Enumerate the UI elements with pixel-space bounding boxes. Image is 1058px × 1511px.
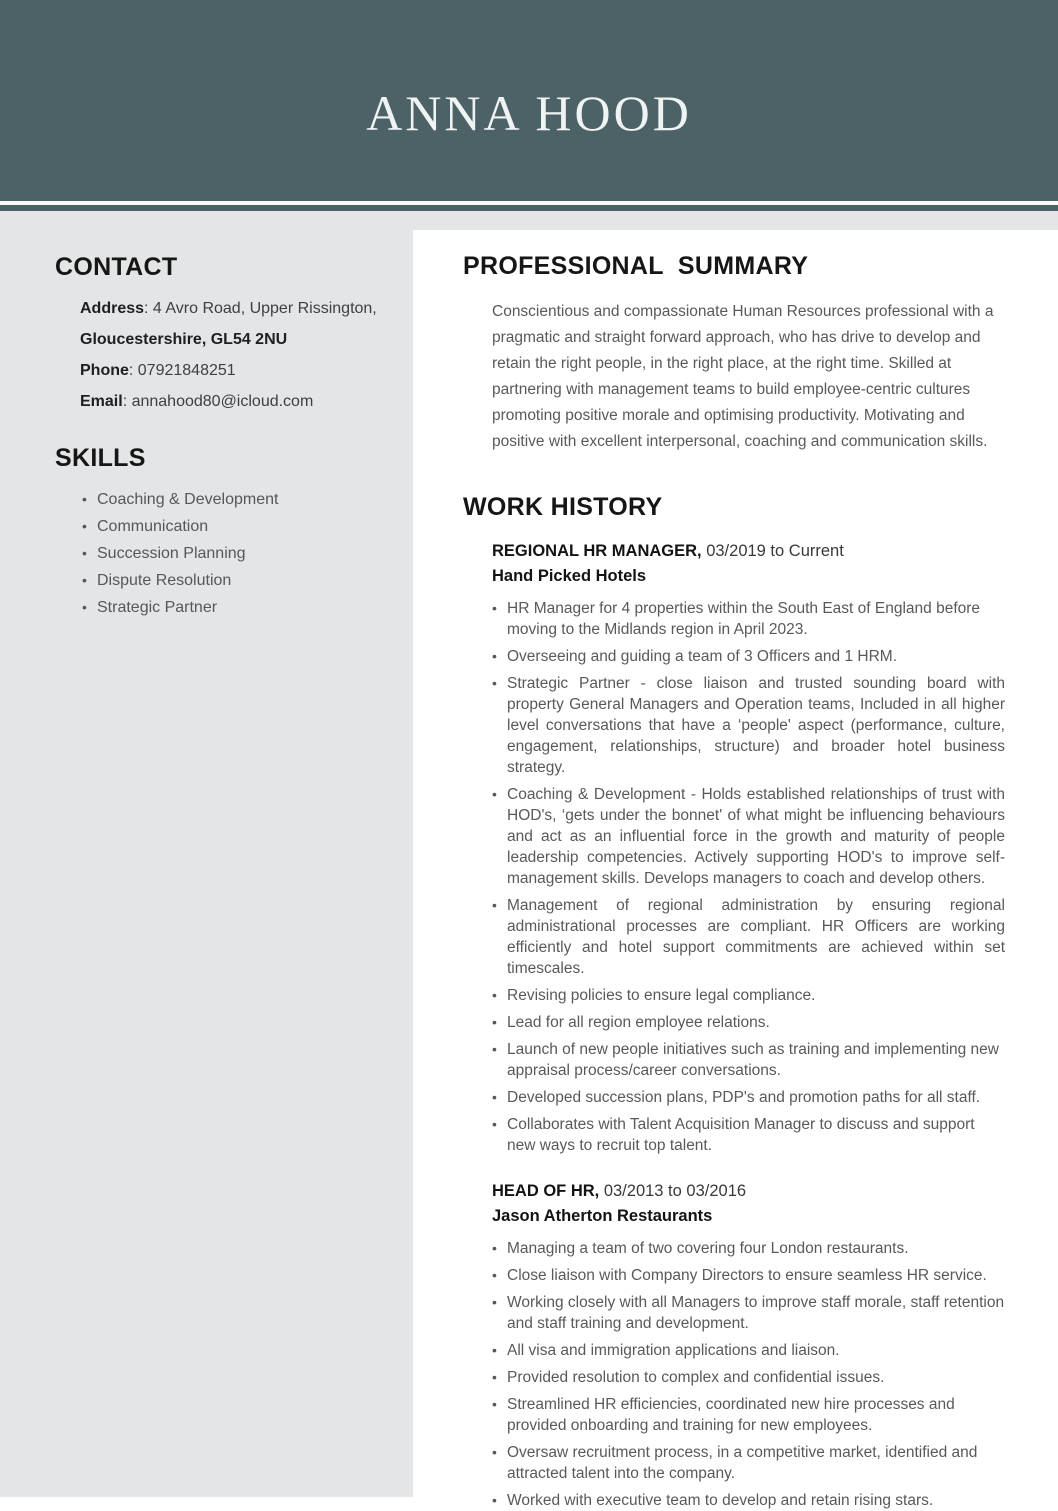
job-bullet-text: Launch of new people initiatives such as training and implementing new appraisal process/career conversations. [507, 1041, 999, 1079]
contact-email-line [80, 393, 385, 410]
skill-label: Succession Planning [97, 545, 246, 562]
bullet-icon: • [492, 1089, 497, 1105]
job-bullet-list [492, 1238, 1005, 1511]
job-entry [492, 540, 1005, 1156]
bullet-icon: • [492, 786, 497, 802]
bullet-icon: • [492, 1116, 497, 1132]
job-bullet-text: Collaborates with Talent Acquisition Manager to discuss and support new ways to recruit top talent. [507, 1116, 975, 1154]
skill-item [82, 518, 385, 535]
job-bullet-text: Management of regional administration by ensuring regional administrational processes are compliant. HR Officers are working efficiently and hotel support commitments are achieved within set timescales. [507, 897, 1005, 977]
summary-heading: PROFESSIONAL SUMMARY [463, 252, 809, 280]
job-bullet-text: Coaching & Development - Holds established relationships of trust with HOD's, ‘gets under the bonnet' of what might be influencing behaviours and act as an influential force in the growth and maturity of people leadership competencies. Actively supporting HOD's to improve self-management skills. Develops managers to coach and develop others. [507, 786, 1005, 887]
job-bullet [492, 1442, 1005, 1484]
job-bullet [492, 646, 1005, 667]
main-column [413, 230, 1058, 1509]
job-title-line [492, 540, 1005, 562]
skill-item [82, 572, 385, 589]
job-bullet [492, 1340, 1005, 1361]
skill-item [82, 491, 385, 508]
email-value: : annahood80@icloud.com [122, 393, 314, 410]
job-bullet-text: Worked with executive team to develop and retain rising stars. [507, 1492, 934, 1509]
phone-value: : 07921848251 [128, 362, 236, 379]
bullet-icon: • [492, 648, 497, 664]
bullet-icon: • [82, 599, 87, 615]
job-bullet [492, 673, 1005, 778]
bullet-icon: • [492, 1267, 497, 1283]
job-bullet-text: Revising policies to ensure legal compliance. [507, 987, 816, 1004]
job-bullet-text: HR Manager for 4 properties within the South East of England before moving to the Midlands region in April 2023. [507, 600, 981, 638]
skill-label: Communication [97, 518, 209, 535]
address-label: Address [80, 300, 145, 317]
job-dates: 03/2013 to 03/2016 [599, 1182, 747, 1200]
bullet-icon: • [492, 1369, 497, 1385]
job-bullet-list [492, 598, 1005, 1156]
job-bullet [492, 1114, 1005, 1156]
job-bullet [492, 1367, 1005, 1388]
job-bullet-text: Streamlined HR efficiencies, coordinated new hire processes and provided onboarding and training for new employees. [507, 1396, 955, 1434]
job-title-line [492, 1180, 1005, 1202]
job-bullet-text: Lead for all region employee relations. [507, 1014, 770, 1031]
bullet-icon: • [82, 491, 87, 507]
bullet-icon: • [492, 987, 497, 1003]
contact-address-line [80, 300, 385, 317]
contact-heading: CONTACT [55, 253, 178, 281]
bullet-icon: • [492, 1041, 497, 1057]
job-bullet [492, 1265, 1005, 1286]
job-bullet-text: Strategic Partner - close liaison and trusted sounding board with property General Managers and Operation teams, Included in all higher level conversations that have a ‘people' aspect (performance, culture, engagement, relationships, structure) and broader hotel business strategy. [507, 675, 1005, 776]
address-value: : 4 Avro Road, Upper Rissington, [144, 300, 377, 317]
sidebar [0, 211, 413, 1497]
bullet-icon: • [492, 600, 497, 616]
skill-label: Dispute Resolution [97, 572, 232, 589]
skill-item [82, 599, 385, 616]
summary-text: Conscientious and compassionate Human Resources professional with a pragmatic and straight forward approach, who has drive to develop and retain the right people, in the right place, at the right time. Skilled at partnering with management teams to build employee-centric cultures promoting positive morale and optimising productivity. Motivating and positive with excellent interpersonal, coaching and communication skills. [492, 303, 994, 450]
bullet-icon: • [492, 1014, 497, 1030]
bullet-icon: • [492, 897, 497, 913]
job-bullet [492, 985, 1005, 1006]
contact-phone-line [80, 362, 385, 379]
skill-label: Strategic Partner [97, 599, 218, 616]
job-bullet [492, 1394, 1005, 1436]
job-bullet-text: Developed succession plans, PDP's and promotion paths for all staff. [507, 1089, 981, 1106]
bullet-icon: • [492, 1396, 497, 1412]
job-bullet [492, 1292, 1005, 1334]
candidate-name: ANNA HOOD [366, 84, 692, 141]
job-bullet-text: Close liaison with Company Directors to ensure seamless HR service. [507, 1267, 987, 1284]
job-bullet-text: Overseeing and guiding a team of 3 Officers and 1 HRM. [507, 648, 898, 665]
job-bullet [492, 895, 1005, 979]
job-bullet-text: Working closely with all Managers to improve staff morale, staff retention and staff training and development. [507, 1294, 1005, 1332]
jobs-container [463, 540, 1005, 1511]
job-bullet-text: All visa and immigration applications and liaison. [507, 1342, 840, 1359]
email-label: Email [80, 393, 123, 410]
contact-address-line2: Gloucestershire, GL54 2NU [80, 331, 288, 348]
bullet-icon: • [492, 1492, 497, 1508]
job-bullet [492, 1039, 1005, 1081]
skills-list [82, 491, 385, 616]
job-bullet [492, 1012, 1005, 1033]
job-entry [492, 1180, 1005, 1511]
skill-item [82, 545, 385, 562]
header-band [0, 0, 1058, 201]
job-bullet-text: Managing a team of two covering four London restaurants. [507, 1240, 909, 1257]
bullet-icon: • [82, 518, 87, 534]
job-employer: Jason Atherton Restaurants [492, 1207, 713, 1225]
bullet-icon: • [492, 1294, 497, 1310]
content-columns [0, 211, 1058, 1509]
job-bullet-text: Oversaw recruitment process, in a competitive market, identified and attracted talent into the company. [507, 1444, 978, 1482]
contact-block [80, 300, 385, 410]
job-dates: 03/2019 to Current [701, 542, 844, 560]
job-employer: Hand Picked Hotels [492, 567, 647, 585]
job-bullet-text: Provided resolution to complex and confidential issues. [507, 1369, 885, 1386]
bullet-icon: • [82, 545, 87, 561]
job-title: REGIONAL HR MANAGER, [492, 542, 702, 560]
phone-label: Phone [80, 362, 129, 379]
bullet-icon: • [492, 1240, 497, 1256]
job-title: HEAD OF HR, [492, 1182, 600, 1200]
bullet-icon: • [492, 1444, 497, 1460]
work-history-heading: WORK HISTORY [463, 493, 663, 521]
bullet-icon: • [492, 1342, 497, 1358]
bullet-icon: • [492, 675, 497, 691]
bullet-icon: • [82, 572, 87, 588]
job-bullet [492, 598, 1005, 640]
skills-heading: SKILLS [55, 444, 146, 472]
job-bullet [492, 784, 1005, 889]
job-bullet [492, 1087, 1005, 1108]
job-bullet [492, 1490, 1005, 1511]
skill-label: Coaching & Development [97, 491, 279, 508]
job-bullet [492, 1238, 1005, 1259]
